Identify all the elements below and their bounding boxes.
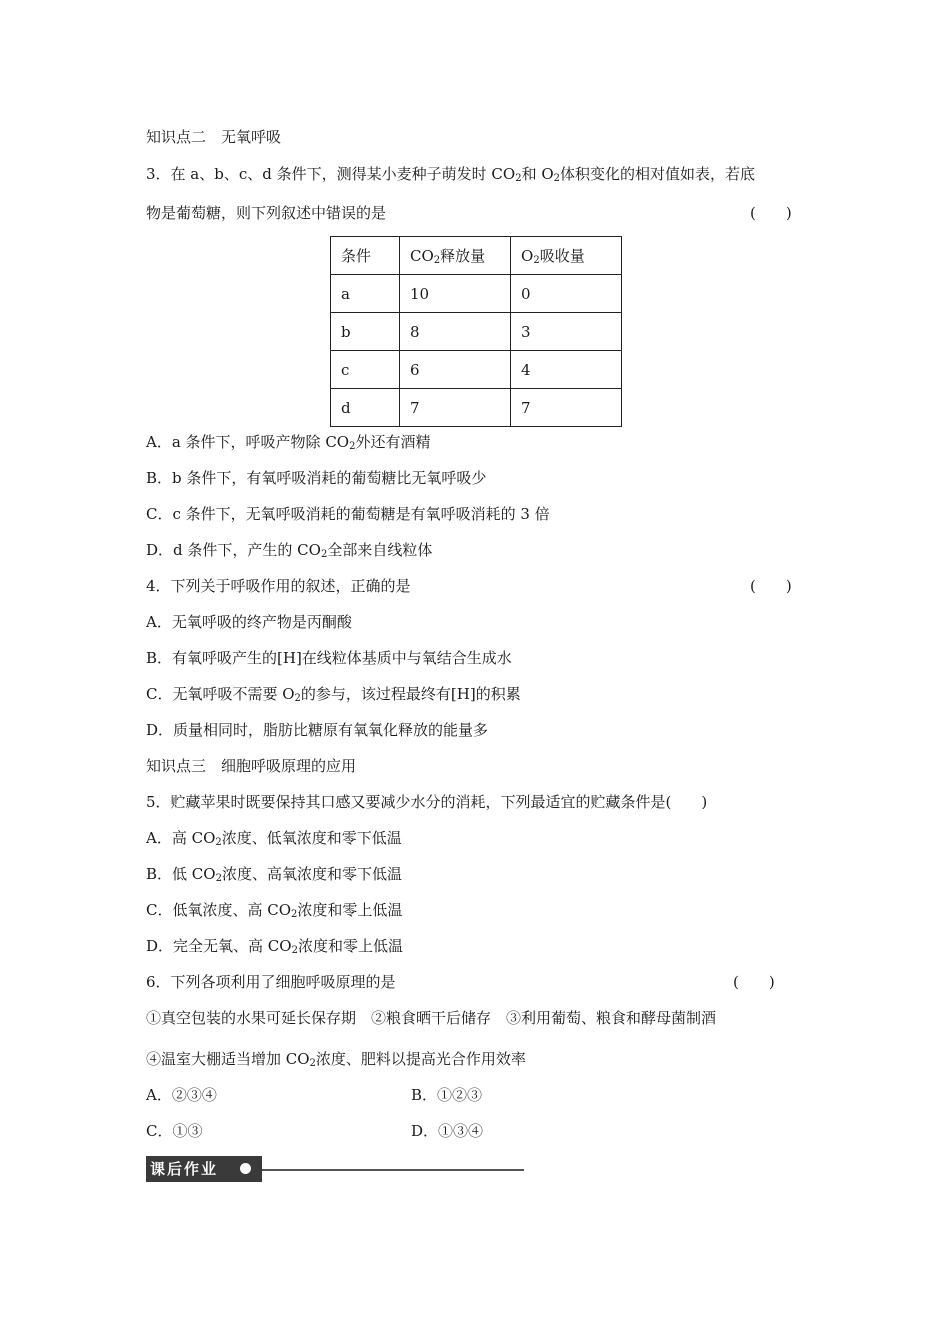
q6-option-d: D．①③④: [411, 1122, 484, 1140]
q6-option-b: B．①②③: [411, 1086, 483, 1104]
q5-stem: 5．贮藏苹果时既要保持其口感又要减少水分的消耗，下列最适宜的贮藏条件是( ): [146, 793, 708, 811]
homework-section-label: 课后作业: [146, 1156, 262, 1182]
cell: 8: [400, 313, 511, 351]
cell: d: [331, 389, 400, 427]
q6-answer-paren: ( ): [733, 973, 775, 991]
table-row: [331, 313, 622, 351]
table-row: [331, 275, 622, 313]
header-condition: 条件: [331, 237, 400, 275]
q3-option-d: D．d 条件下，产生的 $CO_2$全部来自线粒体: [146, 541, 433, 560]
header-o2-uptake: $O_2$吸收量: [511, 237, 622, 275]
q4-option-a: A．无氧呼吸的终产物是丙酮酸: [146, 613, 352, 631]
cell: 7: [400, 389, 511, 427]
cell: 10: [400, 275, 511, 313]
cell: 3: [511, 313, 622, 351]
q3-data-table: [330, 236, 622, 427]
cell: 7: [511, 389, 622, 427]
q4-option-d: D．质量相同时，脂肪比糖原有氧氧化释放的能量多: [146, 721, 489, 739]
table-header-row: [331, 237, 622, 275]
section2-title: 知识点二 无氧呼吸: [146, 128, 282, 146]
q4-answer-paren: ( ): [750, 577, 792, 595]
q4-stem: 4．下列关于呼吸作用的叙述，正确的是: [146, 577, 411, 595]
section-divider: [262, 1169, 524, 1171]
q3-option-c: C．c 条件下，无氧呼吸消耗的葡萄糖是有氧呼吸消耗的 3 倍: [146, 505, 550, 523]
cell: b: [331, 313, 400, 351]
q6-option-c: C．①③: [146, 1122, 203, 1140]
bullet-dot-icon: [240, 1163, 251, 1174]
q5-option-b: B．低 $CO_2$浓度、高氧浓度和零下低温: [146, 865, 402, 884]
q5-option-c: C．低氧浓度、高 $CO_2$浓度和零上低温: [146, 901, 403, 920]
section3-title: 知识点三 细胞呼吸原理的应用: [146, 757, 357, 775]
q5-option-d: D．完全无氧、高 $CO_2$浓度和零上低温: [146, 937, 403, 956]
q3-stem-line1: 3．在 a、b、c、d 条件下，测得某小麦种子萌发时 $CO_2$和 $O_2$体积变化的相对值如表，若底: [146, 165, 756, 184]
table-row: [331, 389, 622, 427]
q3-stem-line2: 物是葡萄糖，则下列叙述中错误的是: [146, 204, 387, 222]
header-co2-release: $CO_2$释放量: [400, 237, 511, 275]
cell: a: [331, 275, 400, 313]
q4-option-c: C．无氧呼吸不需要 $O_2$的参与，该过程最终有[H]的积累: [146, 685, 521, 704]
q6-stem: 6．下列各项利用了细胞呼吸原理的是: [146, 973, 396, 991]
q4-option-b: B．有氧呼吸产生的[H]在线粒体基质中与氧结合生成水: [146, 649, 512, 667]
q5-option-a: A．高 $CO_2$浓度、低氧浓度和零下低温: [146, 829, 402, 848]
q3-answer-paren: ( ): [750, 204, 792, 222]
cell: c: [331, 351, 400, 389]
q6-items-line2: ④温室大棚适当增加 $CO_2$浓度、肥料以提高光合作用效率: [146, 1050, 526, 1069]
table-row: [331, 351, 622, 389]
q6-items-line1: ①真空包装的水果可延长保存期 ②粮食晒干后储存 ③利用葡萄、粮食和酵母菌制酒: [146, 1009, 717, 1027]
q3-option-a: A．a 条件下，呼吸产物除 $CO_2$外还有酒精: [146, 433, 431, 452]
cell: 4: [511, 351, 622, 389]
q3-option-b: B．b 条件下，有氧呼吸消耗的葡萄糖比无氧呼吸少: [146, 469, 487, 487]
cell: 6: [400, 351, 511, 389]
cell: 0: [511, 275, 622, 313]
q6-option-a: A．②③④: [146, 1086, 217, 1104]
